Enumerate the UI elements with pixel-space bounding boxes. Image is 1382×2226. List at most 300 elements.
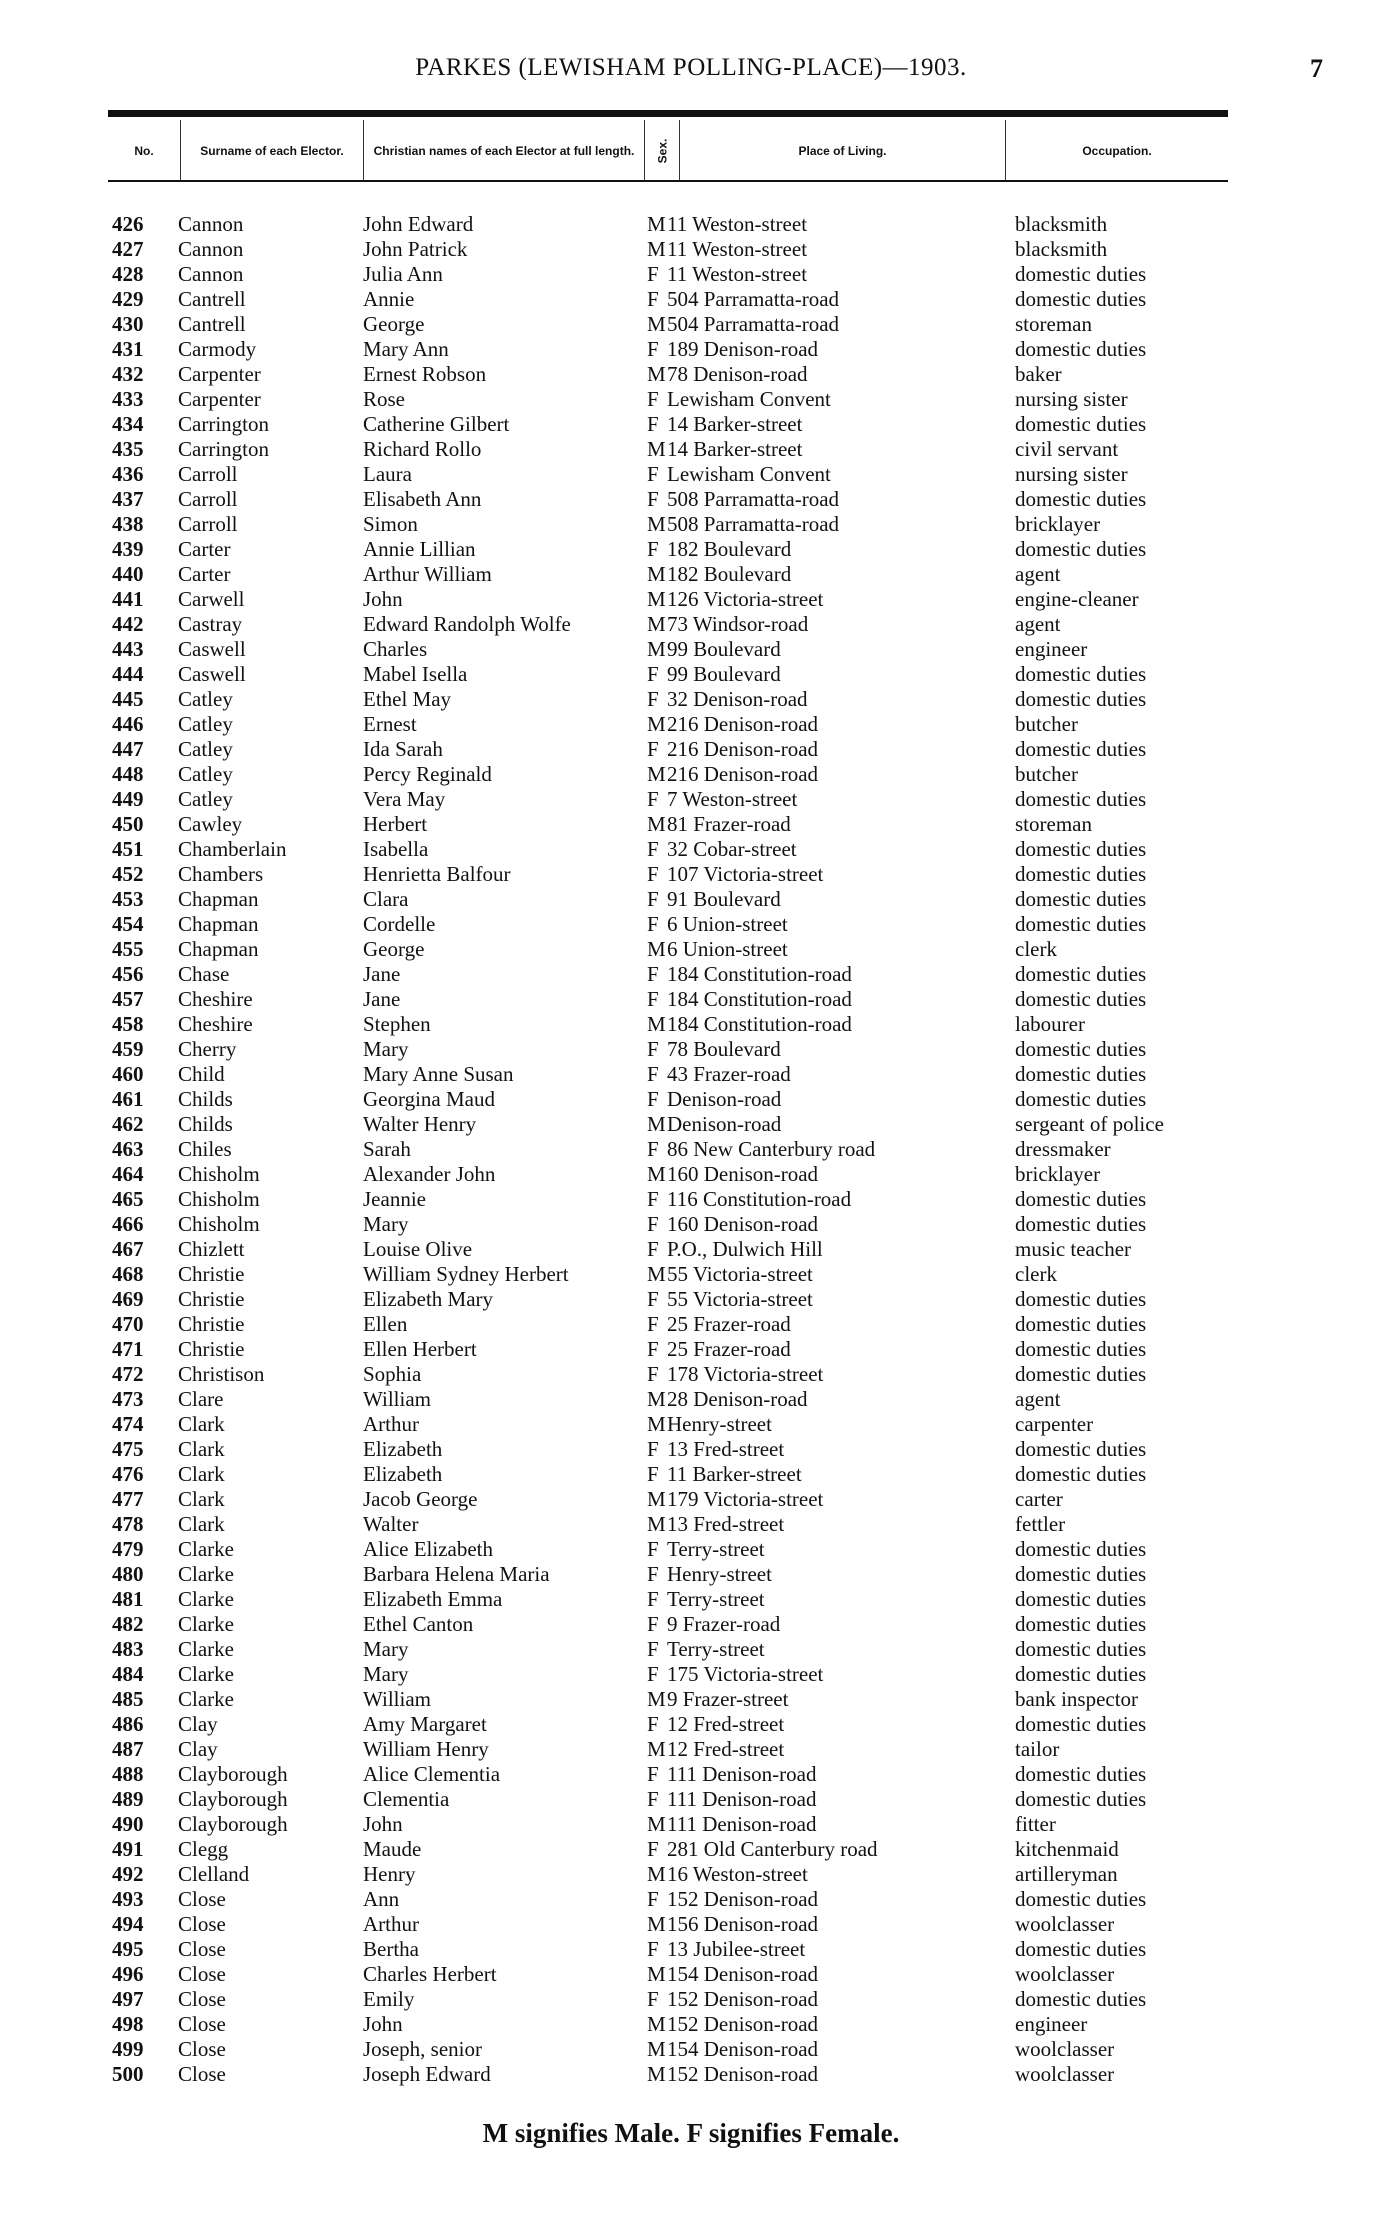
table-row (0, 1162, 1382, 1187)
elector-occupation: tailor (1015, 1737, 1060, 1761)
elector-number: 434 (112, 412, 144, 436)
elector-sex: M (647, 2062, 666, 2086)
table-row (0, 1137, 1382, 1162)
elector-christian-names: Arthur William (363, 562, 492, 586)
elector-number: 472 (112, 1362, 144, 1386)
elector-christian-names: John (363, 1812, 403, 1836)
elector-christian-names: John (363, 2012, 403, 2036)
elector-surname: Clarke (178, 1537, 234, 1561)
elector-place-of-living: Terry-street (667, 1537, 765, 1561)
elector-occupation: domestic duties (1015, 1062, 1147, 1086)
table-row (0, 1312, 1382, 1337)
elector-place-of-living: 16 Weston-street (667, 1862, 808, 1886)
elector-place-of-living: 175 Victoria-street (667, 1662, 824, 1686)
elector-surname: Cheshire (178, 1012, 253, 1036)
elector-surname: Chisholm (178, 1162, 260, 1186)
table-row (0, 412, 1382, 437)
elector-number: 485 (112, 1687, 144, 1711)
elector-sex: F (647, 1312, 659, 1336)
elector-number: 488 (112, 1762, 144, 1786)
elector-surname: Close (178, 2012, 226, 2036)
elector-sex: M (647, 762, 666, 786)
elector-surname: Cherry (178, 1037, 237, 1061)
elector-place-of-living: Henry-street (667, 1562, 772, 1586)
elector-place-of-living: 160 Denison-road (667, 1212, 819, 1236)
elector-place-of-living: 78 Denison-road (667, 362, 808, 386)
elector-number: 498 (112, 2012, 144, 2036)
elector-number: 457 (112, 987, 144, 1011)
table-row (0, 587, 1382, 612)
elector-christian-names: Louise Olive (363, 1237, 473, 1261)
elector-place-of-living: 11 Weston-street (667, 262, 808, 286)
elector-place-of-living: 216 Denison-road (667, 712, 819, 736)
elector-number: 435 (112, 437, 144, 461)
elector-number: 499 (112, 2037, 144, 2061)
elector-place-of-living: 154 Denison-road (667, 2037, 819, 2061)
elector-occupation: domestic duties (1015, 1787, 1147, 1811)
elector-surname: Clark (178, 1487, 225, 1511)
elector-sex: F (647, 1087, 659, 1111)
elector-occupation: nursing sister (1015, 462, 1128, 486)
elector-place-of-living: 11 Weston-street (667, 212, 808, 236)
column-header-sex: Sex. (655, 138, 669, 164)
elector-number: 479 (112, 1537, 144, 1561)
elector-place-of-living: 504 Parramatta-road (667, 287, 840, 311)
elector-christian-names: Ernest Robson (363, 362, 487, 386)
elector-christian-names: Arthur (363, 1412, 419, 1436)
elector-occupation: domestic duties (1015, 1712, 1147, 1736)
elector-number: 447 (112, 737, 144, 761)
elector-surname: Clegg (178, 1837, 229, 1861)
elector-christian-names: Jane (363, 987, 401, 1011)
elector-number: 475 (112, 1437, 144, 1461)
elector-sex: F (647, 962, 659, 986)
table-row (0, 1512, 1382, 1537)
elector-occupation: domestic duties (1015, 1462, 1147, 1486)
elector-christian-names: Elizabeth (363, 1437, 443, 1461)
elector-occupation: engineer (1015, 2012, 1088, 2036)
elector-surname: Clay (178, 1737, 218, 1761)
table-row (0, 912, 1382, 937)
elector-occupation: domestic duties (1015, 1037, 1147, 1061)
table-row (0, 712, 1382, 737)
elector-place-of-living: 14 Barker-street (667, 437, 803, 461)
elector-surname: Chapman (178, 887, 259, 911)
elector-surname: Chambers (178, 862, 264, 886)
elector-sex: M (647, 937, 666, 961)
elector-place-of-living: Henry-street (667, 1412, 772, 1436)
elector-christian-names: Julia Ann (363, 262, 443, 286)
elector-number: 466 (112, 1212, 144, 1236)
elector-sex: F (647, 1462, 659, 1486)
elector-occupation: music teacher (1015, 1237, 1132, 1261)
elector-occupation: woolclasser (1015, 2037, 1115, 2061)
elector-number: 426 (112, 212, 144, 236)
elector-christian-names: Henrietta Balfour (363, 862, 511, 886)
elector-christian-names: Herbert (363, 812, 428, 836)
table-row (0, 1912, 1382, 1937)
elector-occupation: domestic duties (1015, 1562, 1147, 1586)
elector-christian-names: Elizabeth Emma (363, 1587, 503, 1611)
table-row (0, 1062, 1382, 1087)
elector-occupation: kitchenmaid (1015, 1837, 1119, 1861)
elector-sex: M (647, 1487, 666, 1511)
table-row (0, 937, 1382, 962)
elector-christian-names: William (363, 1687, 431, 1711)
elector-place-of-living: 11 Weston-street (667, 237, 808, 261)
elector-surname: Cannon (178, 262, 244, 286)
elector-occupation: engine-cleaner (1015, 587, 1139, 611)
elector-christian-names: Jeannie (363, 1187, 426, 1211)
elector-place-of-living: 32 Cobar-street (667, 837, 797, 861)
elector-christian-names: George (363, 937, 425, 961)
table-row (0, 1412, 1382, 1437)
elector-surname: Clarke (178, 1687, 234, 1711)
elector-sex: M (647, 562, 666, 586)
elector-place-of-living: 99 Boulevard (667, 637, 781, 661)
elector-surname: Close (178, 1887, 226, 1911)
elector-occupation: civil servant (1015, 437, 1119, 461)
elector-sex: M (647, 362, 666, 386)
elector-surname: Clark (178, 1512, 225, 1536)
table-row (0, 537, 1382, 562)
elector-sex: F (647, 262, 659, 286)
elector-occupation: domestic duties (1015, 787, 1147, 811)
table-row (0, 1962, 1382, 1987)
elector-place-of-living: 182 Boulevard (667, 537, 792, 561)
elector-number: 461 (112, 1087, 144, 1111)
elector-occupation: domestic duties (1015, 287, 1147, 311)
page-number: 7 (1310, 54, 1323, 83)
elector-christian-names: Percy Reginald (363, 762, 492, 786)
elector-surname: Chamberlain (178, 837, 287, 861)
elector-surname: Clayborough (178, 1787, 288, 1811)
table-row (0, 662, 1382, 687)
elector-sex: F (647, 412, 659, 436)
elector-number: 458 (112, 1012, 144, 1036)
elector-place-of-living: 73 Windsor-road (667, 612, 809, 636)
elector-surname: Clarke (178, 1562, 234, 1586)
elector-sex: M (647, 712, 666, 736)
elector-surname: Carrington (178, 412, 269, 436)
elector-christian-names: Laura (363, 462, 412, 486)
page-title: PARKES (LEWISHAM POLLING-PLACE)—1903. (415, 54, 967, 81)
elector-occupation: domestic duties (1015, 987, 1147, 1011)
elector-occupation: bricklayer (1015, 512, 1101, 536)
elector-surname: Christie (178, 1287, 245, 1311)
table-row (0, 1662, 1382, 1687)
elector-sex: F (647, 462, 659, 486)
elector-surname: Chapman (178, 912, 259, 936)
elector-number: 494 (112, 1912, 144, 1936)
elector-occupation: fitter (1015, 1812, 1056, 1836)
column-header-no: No. (134, 144, 154, 158)
elector-sex: F (647, 1762, 659, 1786)
elector-surname: Child (178, 1062, 225, 1086)
table-row (0, 212, 1382, 237)
elector-christian-names: Barbara Helena Maria (363, 1562, 550, 1586)
elector-christian-names: Ernest (363, 712, 417, 736)
elector-sex: M (647, 812, 666, 836)
table-row (0, 1387, 1382, 1412)
elector-sex: M (647, 2037, 666, 2061)
elector-sex: F (647, 1887, 659, 1911)
elector-place-of-living: 13 Jubilee-street (667, 1937, 806, 1961)
elector-number: 469 (112, 1287, 144, 1311)
elector-surname: Carrington (178, 437, 269, 461)
elector-place-of-living: 126 Victoria-street (667, 587, 824, 611)
table-row (0, 237, 1382, 262)
elector-occupation: bricklayer (1015, 1162, 1101, 1186)
elector-number: 477 (112, 1487, 144, 1511)
elector-occupation: domestic duties (1015, 1612, 1147, 1636)
table-row (0, 1487, 1382, 1512)
elector-number: 454 (112, 912, 144, 936)
column-header-surname: Surname of each Elector. (200, 144, 344, 158)
elector-surname: Childs (178, 1112, 233, 1136)
elector-christian-names: Ida Sarah (363, 737, 443, 761)
elector-number: 440 (112, 562, 144, 586)
elector-surname: Close (178, 1912, 226, 1936)
table-row (0, 1362, 1382, 1387)
elector-christian-names: Jacob George (363, 1487, 478, 1511)
elector-christian-names: Mary (363, 1637, 409, 1661)
elector-christian-names: Sarah (363, 1137, 411, 1161)
elector-number: 429 (112, 287, 144, 311)
elector-surname: Close (178, 2062, 226, 2086)
table-row (0, 1612, 1382, 1637)
elector-surname: Carter (178, 537, 231, 561)
elector-occupation: domestic duties (1015, 1662, 1147, 1686)
elector-occupation: domestic duties (1015, 912, 1147, 936)
table-row (0, 1037, 1382, 1062)
elector-surname: Clark (178, 1437, 225, 1461)
elector-surname: Carwell (178, 587, 245, 611)
elector-sex: F (647, 737, 659, 761)
elector-place-of-living: 9 Frazer-road (667, 1612, 781, 1636)
elector-place-of-living: 154 Denison-road (667, 1962, 819, 1986)
header-top-rule (108, 110, 1228, 117)
elector-christian-names: Bertha (363, 1937, 419, 1961)
elector-place-of-living: 182 Boulevard (667, 562, 792, 586)
elector-place-of-living: 281 Old Canterbury road (667, 1837, 878, 1861)
elector-surname: Close (178, 1962, 226, 1986)
elector-number: 495 (112, 1937, 144, 1961)
elector-number: 427 (112, 237, 144, 261)
table-row (0, 1237, 1382, 1262)
table-row (0, 312, 1382, 337)
table-row (0, 1287, 1382, 1312)
elector-occupation: domestic duties (1015, 1437, 1147, 1461)
elector-place-of-living: 28 Denison-road (667, 1387, 808, 1411)
elector-surname: Clarke (178, 1637, 234, 1661)
elector-place-of-living: 216 Denison-road (667, 762, 819, 786)
elector-number: 460 (112, 1062, 144, 1086)
elector-surname: Carroll (178, 462, 238, 486)
elector-surname: Carpenter (178, 387, 261, 411)
elector-christian-names: John Edward (363, 212, 474, 236)
elector-occupation: domestic duties (1015, 1987, 1147, 2011)
elector-place-of-living: Denison-road (667, 1087, 782, 1111)
table-row (0, 1987, 1382, 2012)
elector-number: 451 (112, 837, 144, 861)
elector-occupation: domestic duties (1015, 1762, 1147, 1786)
table-row (0, 1687, 1382, 1712)
elector-place-of-living: 12 Fred-street (667, 1712, 785, 1736)
elector-occupation: nursing sister (1015, 387, 1128, 411)
elector-sex: F (647, 337, 659, 361)
elector-christian-names: John (363, 587, 403, 611)
elector-christian-names: Sophia (363, 1362, 422, 1386)
table-row (0, 1787, 1382, 1812)
elector-surname: Chapman (178, 937, 259, 961)
elector-surname: Clarke (178, 1662, 234, 1686)
elector-place-of-living: 508 Parramatta-road (667, 487, 840, 511)
table-row (0, 287, 1382, 312)
elector-occupation: domestic duties (1015, 737, 1147, 761)
elector-number: 450 (112, 812, 144, 836)
elector-surname: Caswell (178, 637, 246, 661)
elector-place-of-living: 184 Constitution-road (667, 962, 852, 986)
elector-place-of-living: 504 Parramatta-road (667, 312, 840, 336)
elector-christian-names: John Patrick (363, 237, 468, 261)
elector-surname: Carter (178, 562, 231, 586)
elector-place-of-living: 25 Frazer-road (667, 1337, 791, 1361)
elector-christian-names: Georgina Maud (363, 1087, 495, 1111)
elector-place-of-living: 216 Denison-road (667, 737, 819, 761)
elector-place-of-living: 55 Victoria-street (667, 1287, 813, 1311)
elector-sex: F (647, 1212, 659, 1236)
elector-surname: Castray (178, 612, 243, 636)
elector-sex: F (647, 1587, 659, 1611)
table-row (0, 887, 1382, 912)
elector-christian-names: Richard Rollo (363, 437, 482, 461)
table-row (0, 987, 1382, 1012)
elector-sex: F (647, 1437, 659, 1461)
elector-number: 496 (112, 1962, 144, 1986)
elector-christian-names: Clementia (363, 1787, 450, 1811)
elector-sex: M (647, 1262, 666, 1286)
elector-sex: F (647, 1337, 659, 1361)
table-row (0, 1212, 1382, 1237)
elector-occupation: domestic duties (1015, 1637, 1147, 1661)
elector-number: 480 (112, 1562, 144, 1586)
elector-place-of-living: 11 Barker-street (667, 1462, 802, 1486)
elector-number: 430 (112, 312, 144, 336)
elector-occupation: butcher (1015, 712, 1078, 736)
elector-number: 489 (112, 1787, 144, 1811)
elector-sex: F (647, 687, 659, 711)
elector-surname: Chisholm (178, 1212, 260, 1236)
elector-number: 463 (112, 1137, 144, 1161)
elector-christian-names: Charles (363, 637, 428, 661)
elector-christian-names: Ethel May (363, 687, 452, 711)
elector-number: 438 (112, 512, 144, 536)
elector-sex: M (647, 1812, 666, 1836)
elector-sex: M (647, 1162, 666, 1186)
elector-sex: M (647, 1737, 666, 1761)
elector-occupation: woolclasser (1015, 2062, 1115, 2086)
elector-surname: Close (178, 1987, 226, 2011)
elector-sex: F (647, 1062, 659, 1086)
elector-number: 453 (112, 887, 144, 911)
elector-number: 446 (112, 712, 144, 736)
elector-number: 452 (112, 862, 144, 886)
elector-occupation: clerk (1015, 1262, 1057, 1286)
elector-number: 455 (112, 937, 144, 961)
elector-occupation: blacksmith (1015, 237, 1108, 261)
elector-occupation: domestic duties (1015, 1187, 1147, 1211)
table-row (0, 1887, 1382, 1912)
elector-christian-names: Clara (363, 887, 409, 911)
column-header-place-of-living: Place of Living. (798, 144, 887, 158)
elector-occupation: agent (1015, 1387, 1061, 1411)
elector-christian-names: Stephen (363, 1012, 431, 1036)
elector-surname: Close (178, 1937, 226, 1961)
elector-christian-names: Charles Herbert (363, 1962, 497, 1986)
elector-christian-names: Maude (363, 1837, 422, 1861)
elector-occupation: domestic duties (1015, 1887, 1147, 1911)
elector-place-of-living: 13 Fred-street (667, 1512, 785, 1536)
elector-occupation: fettler (1015, 1512, 1066, 1536)
elector-place-of-living: Terry-street (667, 1637, 765, 1661)
elector-christian-names: Ellen Herbert (363, 1337, 477, 1361)
elector-surname: Close (178, 2037, 226, 2061)
elector-place-of-living: 25 Frazer-road (667, 1312, 791, 1336)
elector-christian-names: Mary Anne Susan (363, 1062, 514, 1086)
elector-number: 443 (112, 637, 144, 661)
elector-sex: F (647, 1237, 659, 1261)
elector-occupation: domestic duties (1015, 962, 1147, 986)
table-row (0, 787, 1382, 812)
table-row (0, 1187, 1382, 1212)
elector-occupation: domestic duties (1015, 687, 1147, 711)
elector-number: 481 (112, 1587, 144, 1611)
elector-number: 484 (112, 1662, 144, 1686)
table-row (0, 962, 1382, 987)
elector-christian-names: Elizabeth (363, 1462, 443, 1486)
elector-surname: Catley (178, 737, 233, 761)
elector-number: 491 (112, 1837, 144, 1861)
elector-occupation: labourer (1015, 1012, 1085, 1036)
elector-number: 433 (112, 387, 144, 411)
elector-surname: Cantrell (178, 312, 246, 336)
elector-surname: Carpenter (178, 362, 261, 386)
elector-number: 441 (112, 587, 144, 611)
header-bottom-rule (108, 180, 1228, 182)
elector-sex: F (647, 1662, 659, 1686)
table-row (0, 1012, 1382, 1037)
elector-number: 431 (112, 337, 144, 361)
elector-surname: Carroll (178, 487, 238, 511)
elector-place-of-living: 43 Frazer-road (667, 1062, 791, 1086)
elector-christian-names: George (363, 312, 425, 336)
elector-place-of-living: 12 Fred-street (667, 1737, 785, 1761)
elector-sex: M (647, 587, 666, 611)
elector-place-of-living: 152 Denison-road (667, 1987, 819, 2011)
elector-christian-names: Amy Margaret (363, 1712, 487, 1736)
elector-occupation: domestic duties (1015, 412, 1147, 436)
elector-place-of-living: 6 Union-street (667, 912, 788, 936)
elector-sex: F (647, 987, 659, 1011)
column-header-occupation: Occupation. (1082, 144, 1152, 158)
elector-number: 468 (112, 1262, 144, 1286)
elector-sex: F (647, 862, 659, 886)
elector-place-of-living: 508 Parramatta-road (667, 512, 840, 536)
table-row (0, 462, 1382, 487)
elector-place-of-living: 160 Denison-road (667, 1162, 819, 1186)
elector-sex: F (647, 1787, 659, 1811)
